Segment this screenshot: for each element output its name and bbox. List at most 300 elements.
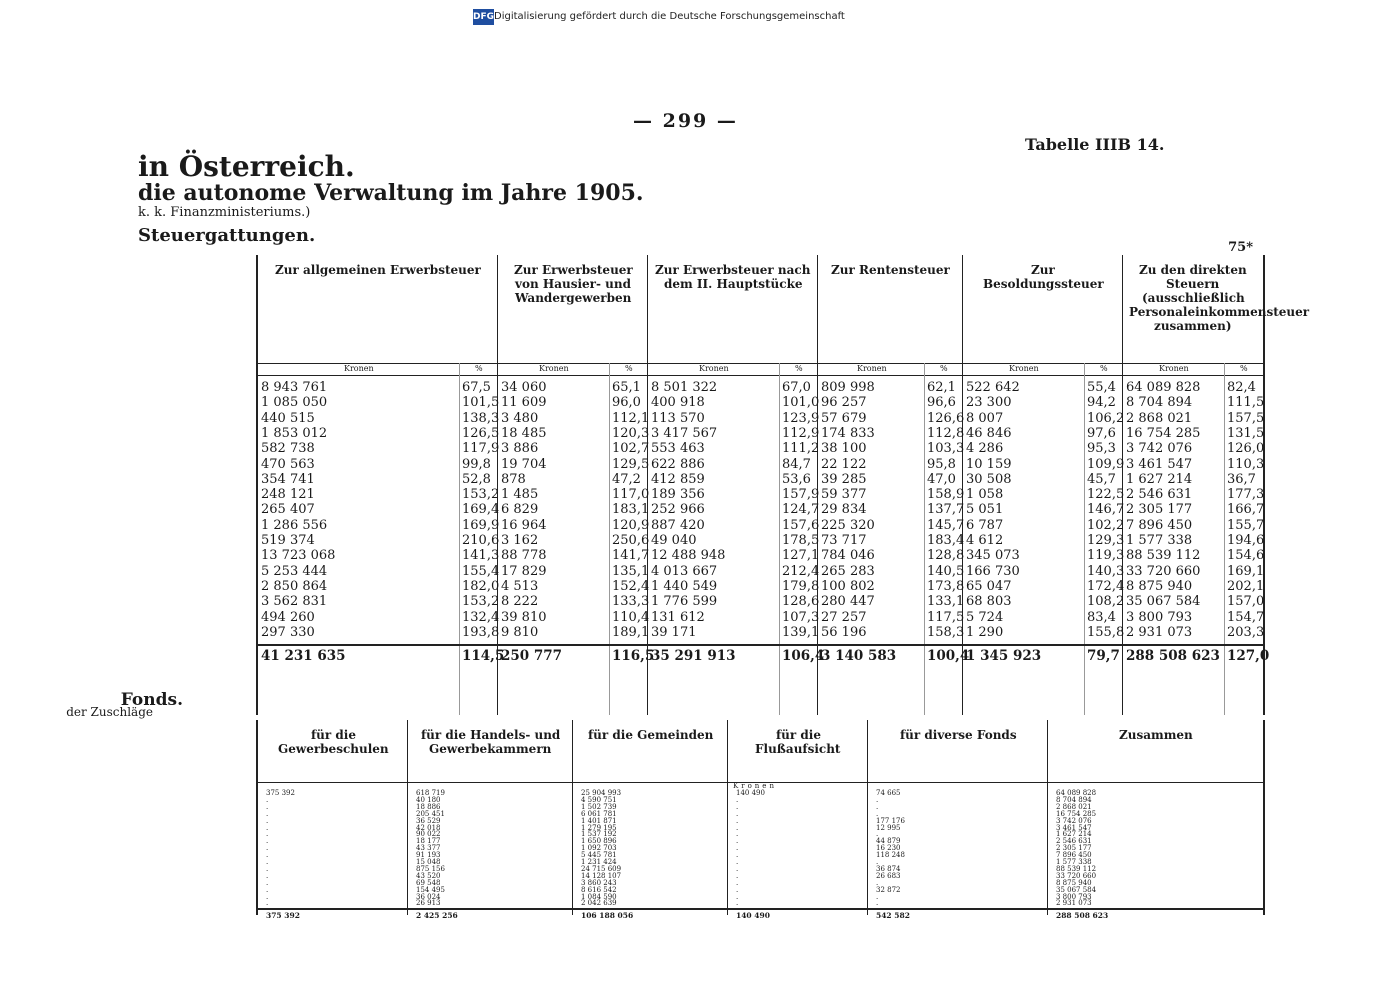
kronen-subheader: Kronen xyxy=(344,364,374,373)
table-cell: 2 931 073 xyxy=(1126,624,1193,640)
table-cell: 3 800 793 xyxy=(1056,892,1092,901)
sum-cell: 114,5 xyxy=(462,648,505,665)
sum-cell: 2 425 256 xyxy=(416,911,458,921)
table-cell: 16 754 285 xyxy=(1056,809,1097,818)
sum-cell: 106 188 056 xyxy=(581,911,634,921)
table-cell: 5 253 444 xyxy=(261,563,328,579)
table-cell: 23 300 xyxy=(966,395,1012,411)
table-cell: . xyxy=(736,864,739,873)
table-cell: 6 787 xyxy=(966,517,1004,533)
table-cell: . xyxy=(266,885,269,894)
table-cell: 43 520 xyxy=(416,871,441,880)
table-cell: 102,2 xyxy=(1087,517,1125,533)
table-cell: 4 286 xyxy=(966,441,1004,457)
sum-cell: 41 231 635 xyxy=(261,648,346,665)
sum-cell: 1 345 923 xyxy=(966,648,1042,665)
table-cell: 618 719 xyxy=(416,789,445,797)
table-cell: 88 539 112 xyxy=(1056,864,1097,873)
table-cell: . xyxy=(736,892,739,901)
table-cell: 97,6 xyxy=(1087,425,1116,441)
table-cell: 117,9 xyxy=(462,441,500,457)
table-cell: 95,8 xyxy=(927,456,956,472)
table-cell: 47,2 xyxy=(612,471,641,487)
table-cell: 809 998 xyxy=(821,380,875,395)
table-cell: . xyxy=(736,844,739,853)
table-cell: 440 515 xyxy=(261,410,315,426)
table-cell: 157,6 xyxy=(782,517,820,533)
table-cell: 205 451 xyxy=(416,809,445,818)
table-cell: 153,2 xyxy=(462,594,500,610)
table-cell: 112,1 xyxy=(612,410,650,426)
table-cell: 194,6 xyxy=(1227,533,1265,548)
table-cell: 43 377 xyxy=(416,844,441,853)
table-cell: 519 374 xyxy=(261,533,315,548)
table-cell: 212,4 xyxy=(782,563,820,579)
table-cell: 155,4 xyxy=(462,563,500,579)
table-cell: 22 122 xyxy=(821,456,867,472)
table-cell: 280 447 xyxy=(821,594,875,610)
table-cell: . xyxy=(266,830,269,839)
table-cell: . xyxy=(876,892,879,901)
table-cell: . xyxy=(266,837,269,846)
table-cell: 784 046 xyxy=(821,548,875,564)
table-cell: 400 918 xyxy=(651,395,705,411)
table-cell: . xyxy=(266,858,269,866)
table-cell: . xyxy=(876,858,879,866)
kronen-label: Kronen xyxy=(733,782,777,790)
table-cell: . xyxy=(266,809,269,818)
table-cell: 3 742 076 xyxy=(1126,441,1193,457)
table-cell: 157,5 xyxy=(1227,410,1265,426)
table-cell: 39 171 xyxy=(651,624,697,640)
table-cell: 35 067 584 xyxy=(1126,594,1201,610)
table-cell: 5 445 781 xyxy=(581,851,617,860)
table-cell: 1 401 871 xyxy=(581,816,617,825)
table-cell: 26 913 xyxy=(416,899,441,908)
header-hausier: Zur Erwerbsteuer von Hausier- und Wandergewerben xyxy=(513,263,633,305)
table-cell: . xyxy=(736,830,739,839)
table-cell: . xyxy=(876,809,879,818)
fonds-title: Fonds. xyxy=(120,690,183,710)
table-cell: 1 440 549 xyxy=(651,578,718,594)
header-hauptstueck: Zur Erwerbsteuer nach dem II. Hauptstücke xyxy=(655,263,811,291)
table-cell: 154,7 xyxy=(1227,609,1265,625)
header-besoldung: Zur Besoldungssteuer xyxy=(982,263,1104,291)
table-cell: 131 612 xyxy=(651,609,705,625)
table-cell: 1 627 214 xyxy=(1056,830,1092,839)
table-cell: 248 121 xyxy=(261,487,315,503)
table-cell: 103,3 xyxy=(927,441,965,457)
table-cell: 8 501 322 xyxy=(651,380,718,395)
table-cell: 137,7 xyxy=(927,502,965,518)
table-cell: 225 320 xyxy=(821,517,875,533)
table-cell: 59 377 xyxy=(821,487,867,503)
table-cell: 6 061 781 xyxy=(581,809,617,818)
table-cell: 1 058 xyxy=(966,487,1004,503)
table-cell: 36 024 xyxy=(416,892,441,901)
table-cell: 141,7 xyxy=(612,548,650,564)
table-cell: 265 407 xyxy=(261,502,315,518)
table-cell: 2 868 021 xyxy=(1126,410,1193,426)
table-cell: 154 495 xyxy=(416,885,445,894)
table-cell: 138,3 xyxy=(462,410,500,426)
table-cell: 3 461 547 xyxy=(1056,823,1092,832)
table-cell: 2 868 021 xyxy=(1056,802,1092,811)
table-cell: 250,6 xyxy=(612,533,650,548)
table-cell: . xyxy=(876,899,879,908)
table-cell: 470 563 xyxy=(261,456,315,472)
sum-cell: 127,0 xyxy=(1227,648,1270,665)
sum-cell: 100,4 xyxy=(927,648,970,665)
table-cell: 131,5 xyxy=(1227,425,1265,441)
table-cell: 29 834 xyxy=(821,502,867,518)
table-cell: . xyxy=(736,802,739,811)
table-cell: 875 156 xyxy=(416,864,445,873)
table-cell: 83,4 xyxy=(1087,609,1116,625)
table-cell: . xyxy=(266,844,269,853)
table-cell: 118 248 xyxy=(876,851,905,860)
table-cell: 166 730 xyxy=(966,563,1020,579)
dfg-credit-text: Digitalisierung gefördert durch die Deutsche Forschungsgemeinschaft xyxy=(494,11,845,22)
table-cell: 32 872 xyxy=(876,885,901,894)
table-cell: . xyxy=(266,892,269,901)
table-cell: 183,4 xyxy=(927,533,965,548)
table-cell: . xyxy=(736,823,739,832)
table-cell: 3 461 547 xyxy=(1126,456,1193,472)
table-cell: 109,9 xyxy=(1087,456,1125,472)
table-cell: 111,5 xyxy=(1227,395,1265,411)
table-cell: 3 800 793 xyxy=(1126,609,1193,625)
table-cell: 33 720 660 xyxy=(1056,871,1097,880)
title-line-3: k. k. Finanzministeriums.) xyxy=(138,205,311,220)
table-cell: 202,1 xyxy=(1227,578,1265,594)
table-cell: 183,1 xyxy=(612,502,650,518)
table-cell: 2 305 177 xyxy=(1126,502,1193,518)
table-cell: 8 704 894 xyxy=(1126,395,1193,411)
table-cell: 157,0 xyxy=(1227,594,1265,610)
kronen-subheader: Kronen xyxy=(699,364,729,373)
table-cell: 189 356 xyxy=(651,487,705,503)
table-cell: 94,2 xyxy=(1087,395,1116,411)
table-cell: 39 810 xyxy=(501,609,547,625)
table-cell: . xyxy=(736,899,739,908)
table-cell: . xyxy=(736,816,739,825)
title-line-4: Steuergattungen. xyxy=(138,225,316,246)
table-cell: 8 222 xyxy=(501,594,539,610)
fonds-subtitle: der Zuschläge xyxy=(66,705,153,719)
sum-cell: 116,5 xyxy=(612,648,655,665)
table-cell: 73 717 xyxy=(821,533,867,548)
table-cell: 117,0 xyxy=(612,487,650,503)
table-cell: . xyxy=(266,864,269,873)
table-cell: 1 092 703 xyxy=(581,844,617,853)
table-cell: 126,6 xyxy=(927,410,965,426)
table-cell: 179,8 xyxy=(782,578,820,594)
table-cell: 158,3 xyxy=(927,624,965,640)
table-cell: 3 480 xyxy=(501,410,539,426)
table-cell: 129,5 xyxy=(612,456,650,472)
table-cell: 113 570 xyxy=(651,410,705,426)
table-cell: 88 539 112 xyxy=(1126,548,1201,564)
table-cell: 12 995 xyxy=(876,823,901,832)
table-cell: 169,9 xyxy=(462,517,500,533)
table-cell: 1 537 192 xyxy=(581,830,617,839)
table-cell: 30 508 xyxy=(966,471,1012,487)
table-cell: 1 853 012 xyxy=(261,425,328,441)
table-cell: 100 802 xyxy=(821,578,875,594)
table-cell: 46 846 xyxy=(966,425,1012,441)
table-cell: 27 257 xyxy=(821,609,867,625)
table-cell: 69 548 xyxy=(416,878,441,887)
table-cell: 354 741 xyxy=(261,471,315,487)
table-cell: 153,2 xyxy=(462,487,500,503)
table-cell: 128,6 xyxy=(782,594,820,610)
table-cell: 265 283 xyxy=(821,563,875,579)
table-cell: 1 577 338 xyxy=(1126,533,1193,548)
table-cell: 3 562 831 xyxy=(261,594,328,610)
table-cell: 622 886 xyxy=(651,456,705,472)
table-cell: 4 612 xyxy=(966,533,1004,548)
table-cell: 68 803 xyxy=(966,594,1012,610)
table-cell: 49 040 xyxy=(651,533,697,548)
table-cell: 124,7 xyxy=(782,502,820,518)
table-cell: 145,7 xyxy=(927,517,965,533)
table-cell: 96 257 xyxy=(821,395,867,411)
percent-subheader: % xyxy=(940,364,948,373)
table-cell: 8 875 940 xyxy=(1056,878,1092,887)
table-cell: 107,3 xyxy=(782,609,820,625)
table-cell: 1 231 424 xyxy=(581,858,617,866)
table-cell: 3 860 243 xyxy=(581,878,617,887)
table-cell: 12 488 948 xyxy=(651,548,726,564)
table-cell: 2 546 631 xyxy=(1126,487,1193,503)
table-cell: 878 xyxy=(501,471,526,487)
table-cell: 8 007 xyxy=(966,410,1004,426)
table-cell: . xyxy=(736,795,739,804)
table-cell: 18 886 xyxy=(416,802,441,811)
table-cell: 297 330 xyxy=(261,624,315,640)
table-cell: 106,2 xyxy=(1087,410,1125,426)
table-cell: 140 490 xyxy=(736,789,765,797)
table-cell: 193,8 xyxy=(462,624,500,640)
header-zusammen: Zusammen xyxy=(1118,728,1193,742)
table-cell: 1 279 195 xyxy=(581,823,617,832)
table-cell: 154,6 xyxy=(1227,548,1265,564)
table-cell: . xyxy=(876,830,879,839)
table-cell: 26 683 xyxy=(876,871,901,880)
table-cell: . xyxy=(876,878,879,887)
table-cell: 177,3 xyxy=(1227,487,1265,503)
table-cell: 126,0 xyxy=(1227,441,1265,457)
table-cell: 2 042 639 xyxy=(581,899,617,908)
table-cell: 5 051 xyxy=(966,502,1004,518)
table-cell: 178,5 xyxy=(782,533,820,548)
table-cell: 8 704 894 xyxy=(1056,795,1092,804)
sum-cell: 250 777 xyxy=(501,648,563,665)
table-cell: . xyxy=(876,795,879,804)
table-cell: 96,0 xyxy=(612,395,641,411)
header-gemeinden: für die Gemeinden xyxy=(587,728,714,742)
table-cell: 25 904 993 xyxy=(581,789,622,797)
table-cell: 101,5 xyxy=(462,395,500,411)
table-cell: 1 627 214 xyxy=(1126,471,1193,487)
table-cell: . xyxy=(266,851,269,860)
table-cell: 172,4 xyxy=(1087,578,1125,594)
table-cell: 17 829 xyxy=(501,563,547,579)
table-cell: . xyxy=(266,878,269,887)
sum-cell: 288 508 623 xyxy=(1126,648,1220,665)
table-cell: 112,8 xyxy=(927,425,965,441)
table-cell: 375 392 xyxy=(266,789,295,797)
header-allg-erwerbsteuer: Zur allgemeinen Erwerbsteuer xyxy=(275,263,481,277)
table-cell: 91 193 xyxy=(416,851,441,860)
table-cell: 35 067 584 xyxy=(1056,885,1097,894)
header-rentensteuer: Zur Rentensteuer xyxy=(831,263,950,277)
table-cell: 36,7 xyxy=(1227,471,1256,487)
table-cell: 3 886 xyxy=(501,441,539,457)
table-cell: 522 642 xyxy=(966,380,1020,395)
table-cell: 9 810 xyxy=(501,624,539,640)
table-cell: 52,8 xyxy=(462,471,491,487)
table-cell: 15 048 xyxy=(416,858,441,866)
table-cell: 39 285 xyxy=(821,471,867,487)
sum-cell: 375 392 xyxy=(266,911,300,921)
table-cell: 174 833 xyxy=(821,425,875,441)
percent-subheader: % xyxy=(1100,364,1108,373)
table-cell: 166,7 xyxy=(1227,502,1265,518)
table-cell: 56 196 xyxy=(821,624,867,640)
table-cell: 42 018 xyxy=(416,823,441,832)
table-cell: . xyxy=(736,837,739,846)
table-cell: 14 128 107 xyxy=(581,871,622,880)
table-cell: 146,7 xyxy=(1087,502,1125,518)
table-cell: 135,1 xyxy=(612,563,650,579)
table-cell: 57 679 xyxy=(821,410,867,426)
percent-subheader: % xyxy=(1240,364,1248,373)
table-cell: 182,0 xyxy=(462,578,500,594)
table-cell: . xyxy=(736,878,739,887)
header-handelskammern: für die Handels- und Gewerbekammern xyxy=(420,728,561,756)
table-cell: 95,3 xyxy=(1087,441,1116,457)
table-cell: 1 502 739 xyxy=(581,802,617,811)
table-cell: 10 159 xyxy=(966,456,1012,472)
table-cell: 189,1 xyxy=(612,624,650,640)
table-cell: 33 720 660 xyxy=(1126,563,1201,579)
page-number: — 299 — xyxy=(633,110,738,132)
table-cell: 24 715 609 xyxy=(581,864,622,873)
table-cell: 1 577 338 xyxy=(1056,858,1092,866)
title-line-1: in Österreich. xyxy=(138,150,355,183)
table-cell: 88 778 xyxy=(501,548,547,564)
table-cell: 18 485 xyxy=(501,425,547,441)
table-cell: 11 609 xyxy=(501,395,547,411)
table-cell: 34 060 xyxy=(501,380,547,395)
table-cell: . xyxy=(266,795,269,804)
page-mark: 75* xyxy=(1228,240,1253,255)
table-cell: 126,5 xyxy=(462,425,500,441)
table-cell: 157,9 xyxy=(782,487,820,503)
table-cell: 252 966 xyxy=(651,502,705,518)
sum-cell: 35 291 913 xyxy=(651,648,736,665)
table-cell: 169,4 xyxy=(462,502,500,518)
table-cell: 127,1 xyxy=(782,548,820,564)
table-cell: 120,9 xyxy=(612,517,650,533)
table-cell: 128,8 xyxy=(927,548,965,564)
table-cell: 102,7 xyxy=(612,441,650,457)
table-cell: 36 529 xyxy=(416,816,441,825)
table-cell: 133,3 xyxy=(612,594,650,610)
table-cell: 887 420 xyxy=(651,517,705,533)
table-cell: 1 084 590 xyxy=(581,892,617,901)
kronen-subheader: Kronen xyxy=(856,364,887,373)
sum-cell: 288 508 623 xyxy=(1056,911,1109,921)
table-cell: 4 513 xyxy=(501,578,539,594)
table-cell: 44 879 xyxy=(876,837,901,846)
table-cell: . xyxy=(736,885,739,894)
table-cell: 47,0 xyxy=(927,471,956,487)
table-cell: 64 089 828 xyxy=(1056,789,1097,797)
table-cell: . xyxy=(266,802,269,811)
sum-cell: 140 490 xyxy=(736,911,770,921)
table-cell: 96,6 xyxy=(927,395,956,411)
kronen-subheader: Kronen xyxy=(1009,364,1039,373)
table-cell: 122,5 xyxy=(1087,487,1125,503)
table-cell: 155,8 xyxy=(1087,624,1125,640)
table-cell: 110,3 xyxy=(1227,456,1265,472)
table-cell: 169,1 xyxy=(1227,563,1265,579)
table-cell: 553 463 xyxy=(651,441,705,457)
table-cell: 3 417 567 xyxy=(651,425,718,441)
table-cell: 2 931 073 xyxy=(1056,899,1092,908)
table-cell: 140,5 xyxy=(927,563,965,579)
percent-subheader: % xyxy=(625,364,633,373)
table-cell: 494 260 xyxy=(261,609,315,625)
table-cell: 141,3 xyxy=(462,548,500,564)
table-cell: 18 177 xyxy=(416,837,441,846)
table-cell: 62,1 xyxy=(927,380,956,395)
table-cell: 40 180 xyxy=(416,795,441,804)
table-cell: 155,7 xyxy=(1227,517,1265,533)
table-cell: 1 290 xyxy=(966,624,1004,640)
table-cell: 3 162 xyxy=(501,533,539,548)
table-cell: . xyxy=(266,816,269,825)
table-cell: 8 616 542 xyxy=(581,885,617,894)
sum-cell: 542 582 xyxy=(876,911,910,921)
table-cell: 2 546 631 xyxy=(1056,837,1092,846)
table-cell: 1 485 xyxy=(501,487,539,503)
percent-subheader: % xyxy=(795,364,803,373)
table-cell: . xyxy=(266,823,269,832)
table-cell: 173,8 xyxy=(927,578,965,594)
table-cell: 38 100 xyxy=(821,441,867,457)
table-cell: . xyxy=(736,809,739,818)
table-cell: 123,9 xyxy=(782,410,820,426)
table-cell: 36 874 xyxy=(876,864,901,873)
table-cell: 139,1 xyxy=(782,624,820,640)
header-direkte: Zu den direkten Steuern (ausschließlich Personaleinkommensteuer zusammen) xyxy=(1129,263,1310,333)
table-cell: . xyxy=(736,851,739,860)
kronen-subheader: Kronen xyxy=(1159,364,1189,373)
table-cell: 1 286 556 xyxy=(261,517,328,533)
table-cell: 65 047 xyxy=(966,578,1012,594)
table-cell: 1 650 896 xyxy=(581,837,617,846)
table-cell: 119,3 xyxy=(1087,548,1125,564)
table-cell: 582 738 xyxy=(261,441,315,457)
table-cell: 132,4 xyxy=(462,609,500,625)
dfg-logo: DFG xyxy=(473,9,494,25)
table-cell: 158,9 xyxy=(927,487,965,503)
table-cell: 45,7 xyxy=(1087,471,1116,487)
